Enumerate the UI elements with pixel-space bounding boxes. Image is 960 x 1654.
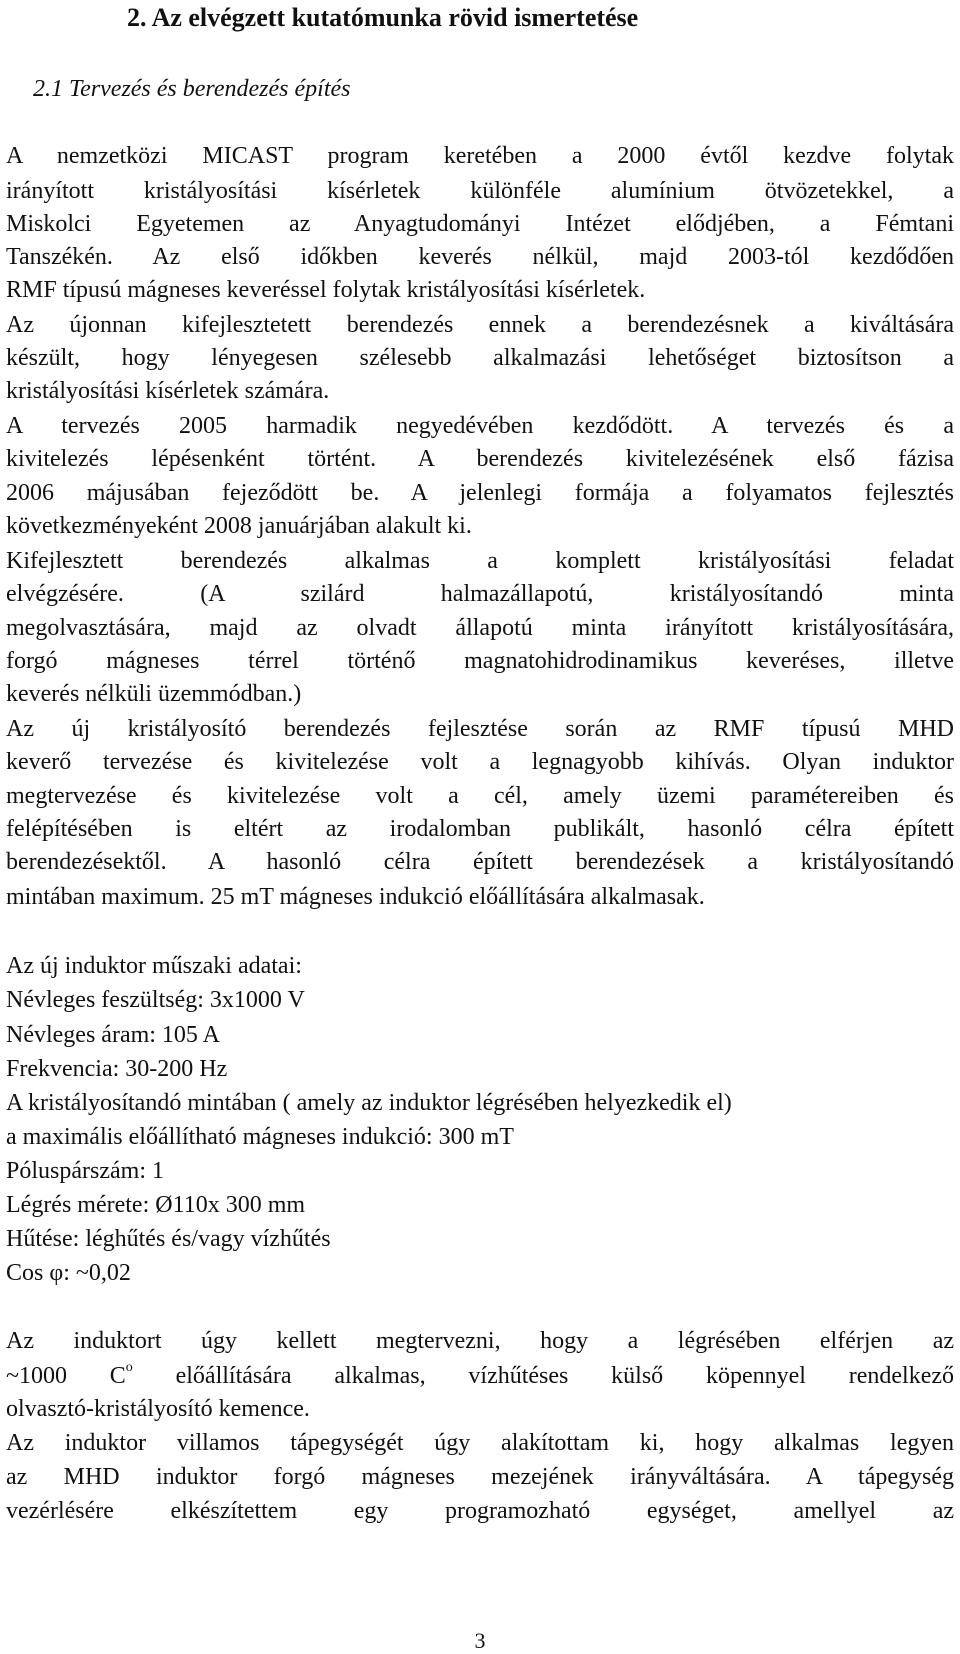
text-line: keverés nélküli üzemmódban.) (6, 681, 302, 707)
spec-line: Névleges feszültség: 3x1000 V (6, 987, 305, 1013)
text-line: az MHD induktor forgó mágneses mezejének irányváltására. A tápegység (6, 1464, 954, 1490)
spec-line: A kristályosítandó mintában ( amely az induktor légrésében helyezkedik el) (6, 1090, 732, 1116)
text-line: készült, hogy lényegesen szélesebb alkalmazási lehetőséget biztosítson a (6, 345, 954, 371)
text-line: kivitelezés lépésenként történt. A berendezés kivitelezésének első fázisa (6, 446, 954, 472)
text-line: keverő tervezése és kivitelezése volt a legnagyobb kihívás. Olyan induktor (6, 749, 954, 775)
spec-line: Légrés mérete: Ø110x 300 mm (6, 1192, 306, 1218)
section-heading: 2. Az elvégzett kutatómunka rövid ismertetése (127, 3, 639, 32)
spec-title: Az új induktor műszaki adatai: (6, 953, 302, 979)
text-line: elvégzésére. (A szilárd halmazállapotú, kristályosítandó minta (6, 581, 954, 607)
text-line: forgó mágneses térrel történő magnatohidrodinamikus keveréses, illetve (6, 648, 954, 674)
text-line: vezérlésére elkészítettem egy programozható egységet, amellyel az (6, 1498, 954, 1524)
text-line: megolvasztására, majd az olvadt állapotú minta irányított kristályosítására, (6, 615, 954, 641)
text-line: mintában maximum. 25 mT mágneses indukció előállítására alkalmasak. (6, 884, 705, 910)
text-line: Az újonnan kifejlesztetett berendezés ennek a berendezésnek a kiváltására (6, 312, 954, 338)
text-line: következményeként 2008 januárjában alakult ki. (6, 513, 472, 539)
text-fragment: előállítására alkalmas, vízhűtéses külső köpennyel rendelkező (175, 1363, 955, 1389)
temperature-value: ~1000 C (6, 1363, 126, 1389)
text-line: Kifejlesztett berendezés alkalmas a komplett kristályosítási feladat (6, 548, 954, 574)
spec-line: Frekvencia: 30-200 Hz (6, 1056, 228, 1082)
text-line: A nemzetközi MICAST program keretében a 2000 évtől kezdve folytak (6, 143, 954, 169)
text-line: felépítésében is eltért az irodalomban publikált, hasonló célra épített (6, 816, 954, 842)
spec-line: Hűtése: léghűtés és/vagy vízhűtés (6, 1226, 331, 1252)
text-line: Tanszékén. Az első időkben keverés nélkül, majd 2003-tól kezdődően (6, 244, 954, 270)
page-number: 3 (474, 1628, 486, 1653)
spec-line: Névleges áram: 105 A (6, 1022, 220, 1048)
text-line: 2006 májusában fejeződött be. A jelenlegi formája a folyamatos fejlesztés (6, 480, 954, 506)
text-line: Miskolci Egyetemen az Anyagtudományi Intézet elődjében, a Fémtani (6, 211, 954, 237)
text-line: A tervezés 2005 harmadik negyedévében kezdődött. A tervezés és a (6, 413, 954, 439)
text-line: olvasztó-kristályosító kemence. (6, 1396, 310, 1422)
text-line: Az új kristályosító berendezés fejlesztése során az RMF típusú MHD (6, 716, 954, 742)
spec-line: a maximális előállítható mágneses indukció: 300 mT (6, 1124, 514, 1150)
text-line: megtervezése és kivitelezése volt a cél, amely üzemi paramétereiben és (6, 783, 954, 809)
spec-line: Póluspárszám: 1 (6, 1158, 164, 1184)
text-line: kristályosítási kísérletek számára. (6, 378, 330, 404)
spec-line: Cos φ: ~0,02 (6, 1260, 131, 1286)
text-line: Az induktort úgy kellett megtervezni, hogy a légrésében elférjen az (6, 1328, 954, 1354)
text-line: berendezésektől. A hasonló célra épített berendezések a kristályosítandó (6, 849, 954, 875)
subsection-heading: 2.1 Tervezés és berendezés építés (33, 76, 351, 102)
text-line (6, 1360, 954, 1392)
text-line: Az induktor villamos tápegységét úgy alakítottam ki, hogy alkalmas legyen (6, 1430, 954, 1456)
text-line: RMF típusú mágneses keveréssel folytak kristályosítási kísérletek. (6, 277, 646, 303)
degree-superscript: o (125, 1360, 133, 1375)
text-line: irányított kristályosítási kísérletek különféle alumínium ötvözetekkel, a (6, 178, 954, 204)
